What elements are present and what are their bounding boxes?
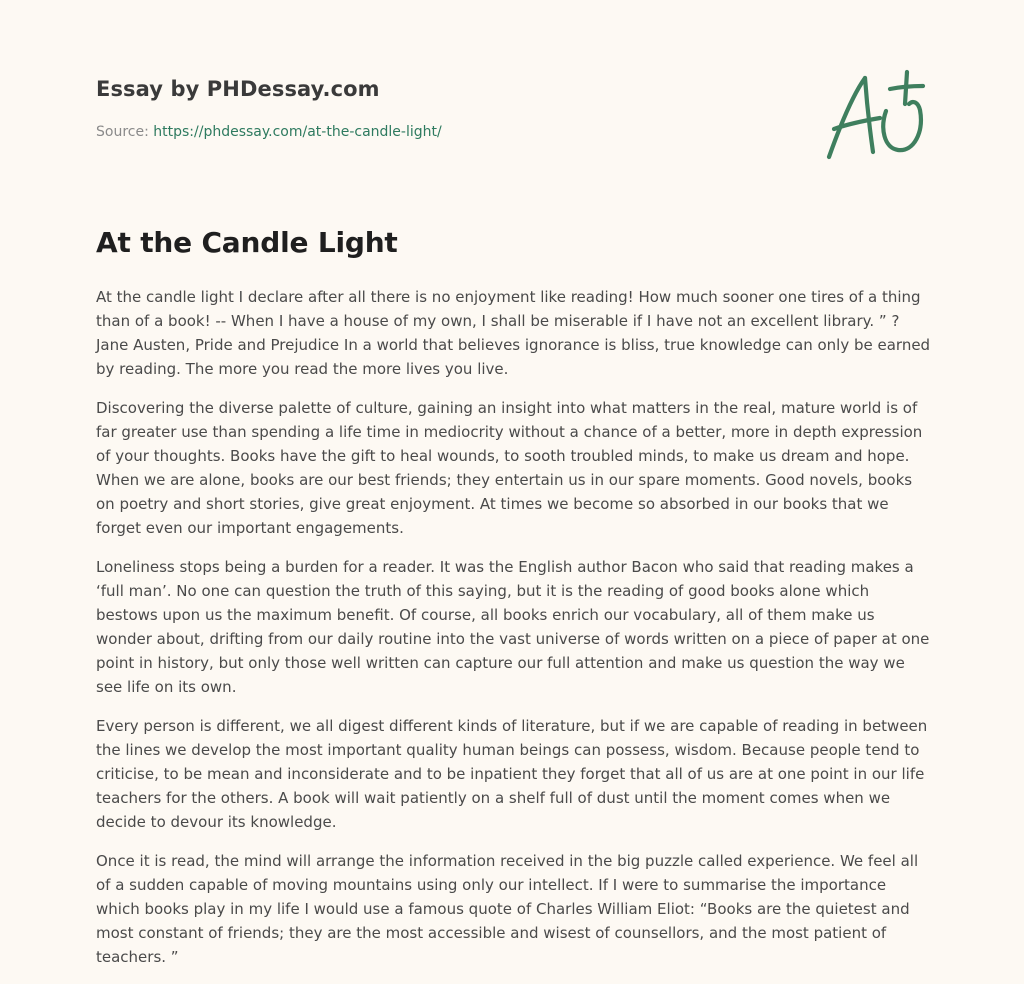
essay-title: At the Candle Light bbox=[96, 226, 398, 259]
essay-paragraph: Once it is read, the mind will arrange the information received in the big puzzle called experience. We feel all of a sudden capable of moving mountains using only our intellect. If I were to summarise the importance which books play in my life I would use a famous quote of Charles William Eliot: “Books are the quietest and most constant of friends; they are the most accessible and wisest of counsellors, and the most patient of teachers. ” bbox=[96, 852, 919, 966]
source-link[interactable]: https://phdessay.com/at-the-candle-light/ bbox=[153, 124, 442, 140]
site-brand: Essay by PHDessay.com bbox=[96, 77, 380, 101]
essay-paragraph: At the candle light I declare after all there is no enjoyment like reading! How much sooner one tires of a thing than of a book! -- When I have a house of my own, I shall be miserable if I have not an excellent library. ” ? Jane Austen, Pride and Prejudice In a world that believes ignorance is bliss, true knowledge can only be earned by reading. The more you read the more lives you live. bbox=[96, 288, 931, 378]
source-label: Source: bbox=[96, 124, 154, 140]
source-line bbox=[96, 124, 442, 140]
essay-paragraph: Every person is different, we all digest different kinds of literature, but if we are capable of reading in between the lines we develop the most important quality human beings can possess, wisdom. Because people tend to criticise, to be mean and inconsiderate and to be inpatient they forget that all of us are at one point in our life teachers for the others. A book will wait patiently on a shelf full of dust until the moment comes when we decide to devour its knowledge. bbox=[96, 717, 928, 831]
a-plus-logo-icon bbox=[820, 66, 930, 166]
essay-body bbox=[96, 285, 934, 984]
essay-paragraph: Discovering the diverse palette of culture, gaining an insight into what matters in the real, mature world is of far greater use than spending a life time in mediocrity without a chance of a better, more in depth expression of your thoughts. Books have the gift to heal wounds, to sooth troubled minds, to make us dream and hope. When we are alone, books are our best friends; they entertain us in our spare moments. Good novels, books on poetry and short stories, give great enjoyment. At times we become so absorbed in our books that we forget even our important engagements. bbox=[96, 399, 923, 537]
essay-paragraph: Loneliness stops being a burden for a reader. It was the English author Bacon who said that reading makes a ‘full man’. No one can question the truth of this saying, but it is the reading of good books alone which bestows upon us the maximum benefit. Of course, all books enrich our vocabulary, all of them make us wonder about, drifting from our daily routine into the vast universe of words written on a piece of paper at one point in history, but only those well written can capture our full attention and make us question the way we see life on its own. bbox=[96, 558, 930, 696]
